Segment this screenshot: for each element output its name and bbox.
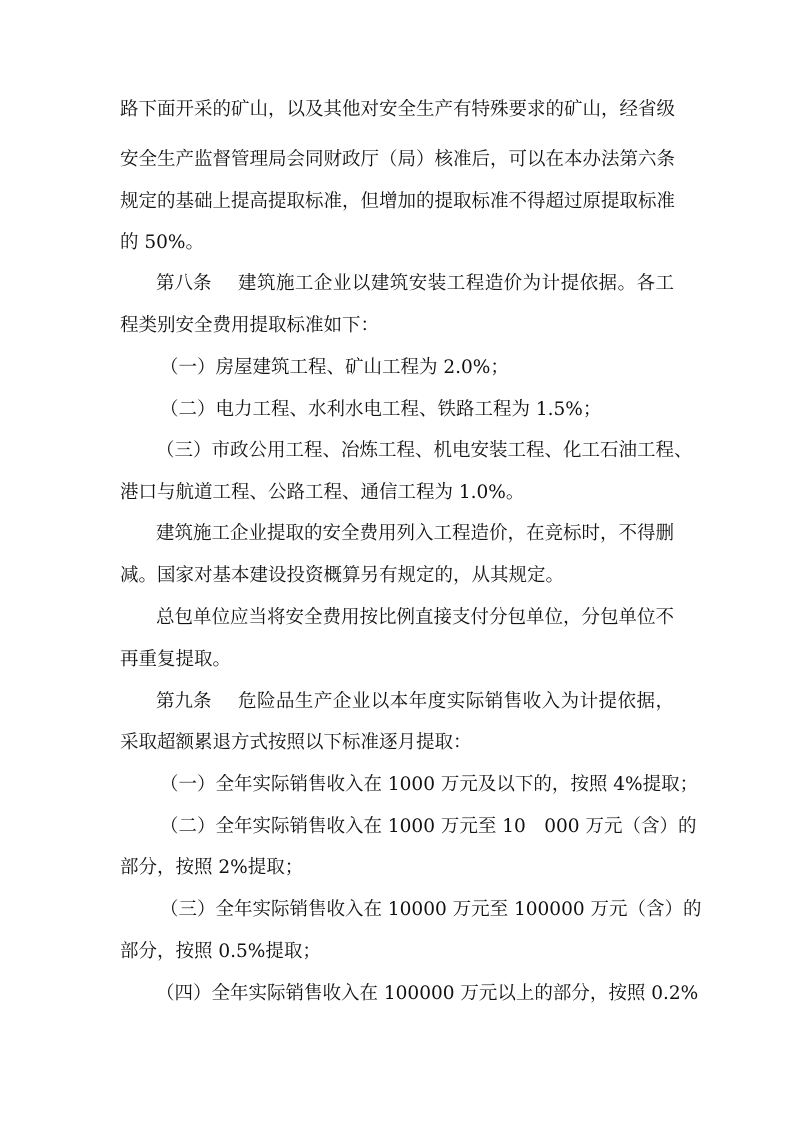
article-8-text: 建筑施工企业以建筑安装工程造价为计提依据。各工 bbox=[237, 273, 674, 294]
paragraph-line: 港口与航道工程、公路工程、通信工程为 1.0%。 bbox=[120, 482, 525, 503]
paragraph-line: 总包单位应当将安全费用按比例直接支付分包单位，分包单位不 bbox=[156, 607, 675, 628]
paragraph-line: 部分，按照 0.5%提取； bbox=[120, 941, 321, 962]
paragraph-line: 减。国家对基本建设投资概算另有规定的，从其规定。 bbox=[120, 565, 565, 586]
paragraph-line: 部分，按照 2%提取； bbox=[120, 857, 304, 878]
paragraph-line: 安全生产监督管理局会同财政厅（局）核准后，可以在本办法第六条 bbox=[120, 149, 676, 170]
article-9-text: 危险品生产企业以本年度实际销售收入为计提依据， bbox=[237, 691, 674, 712]
paragraph-line: 采取超额累退方式按照以下标准逐月提取： bbox=[120, 732, 472, 753]
paragraph-line: 程类别安全费用提取标准如下： bbox=[120, 315, 380, 336]
list-item-line: （一）全年实际销售收入在 1000 万元及以下的，按照 4%提取； bbox=[160, 774, 699, 795]
paragraph-line: 再重复提取。 bbox=[120, 649, 232, 670]
paragraph-line: 的 50%。 bbox=[120, 232, 204, 253]
list-item-line: （三）市政公用工程、冶炼工程、机电安装工程、化工石油工程、 bbox=[156, 440, 693, 461]
article-9-line bbox=[156, 690, 674, 714]
list-item-line: （二）电力工程、水利水电工程、铁路工程为 1.5%； bbox=[160, 399, 602, 420]
paragraph-line: 建筑施工企业提取的安全费用列入工程造价，在竞标时，不得删 bbox=[156, 523, 675, 544]
paragraph-line: 规定的基础上提高提取标准，但增加的提取标准不得超过原提取标准 bbox=[120, 191, 676, 212]
article-8-heading: 第八条 bbox=[156, 273, 212, 294]
article-8-line bbox=[156, 272, 674, 296]
list-item-line: （二）全年实际销售收入在 1000 万元至 10 000 万元（含）的 bbox=[160, 816, 697, 837]
list-item-line: （四）全年实际销售收入在 100000 万元以上的部分，按照 0.2% bbox=[156, 983, 699, 1004]
list-item-line: （一）房屋建筑工程、矿山工程为 2.0%； bbox=[160, 357, 509, 378]
article-9-heading: 第九条 bbox=[156, 691, 212, 712]
list-item-line: （三）全年实际销售收入在 10000 万元至 100000 万元（含）的 bbox=[160, 899, 702, 920]
paragraph-line: 路下面开采的矿山，以及其他对安全生产有特殊要求的矿山，经省级 bbox=[120, 99, 676, 120]
